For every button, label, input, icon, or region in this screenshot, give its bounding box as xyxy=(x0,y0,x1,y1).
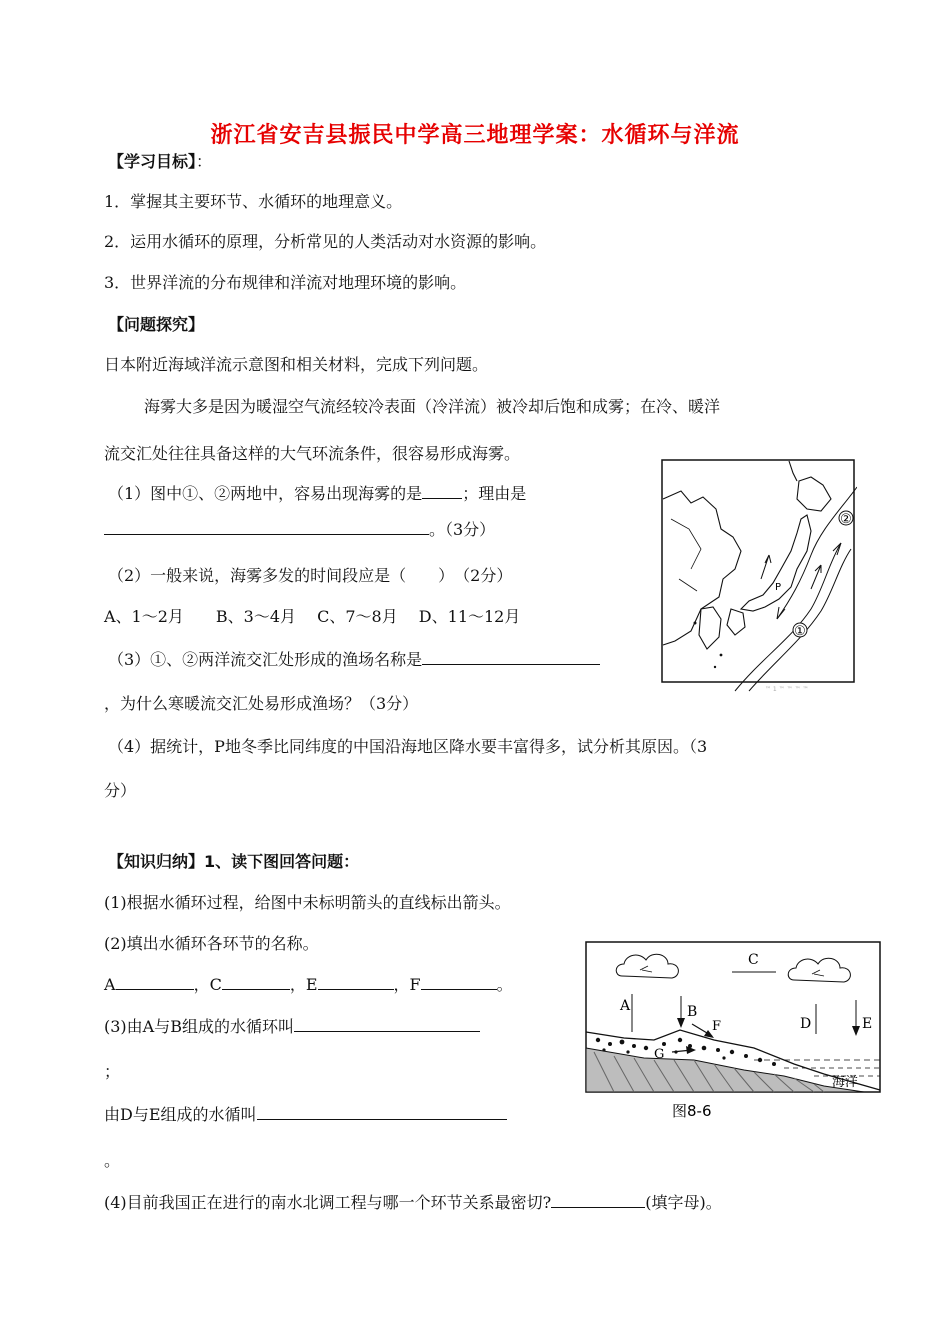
summary-item: (1)根据水循环过程，给图中未标明箭头的直线标出箭头。 xyxy=(104,893,511,912)
question-3-reason: ，为什么寒暖流交汇处易形成渔场？（3分） xyxy=(104,694,419,713)
japan-current-map xyxy=(661,459,857,695)
summary-item: (2)填出水循环各环节的名称。 xyxy=(104,934,319,953)
map-label-1: ① xyxy=(794,624,806,639)
objectives-heading-text: 【学习目标】 xyxy=(108,152,197,171)
cycle-label-b: B xyxy=(687,1004,698,1020)
summary-item-3b-text: 由D与E组成的水循叫 xyxy=(104,1105,257,1124)
question-1-text: （1）图中①、②两地中，容易出现海雾的是 xyxy=(108,484,423,503)
question-4-cont: 分） xyxy=(104,781,137,800)
summary-period: 。 xyxy=(104,1151,121,1170)
page-title: 浙江省安吉县振民中学高三地理学案：水循环与洋流 xyxy=(210,123,740,148)
answer-blank[interactable] xyxy=(318,975,394,990)
summary-item-3-text: (3)由A与B组成的水循环叫 xyxy=(104,1017,294,1036)
cycle-label-e: E xyxy=(862,1016,873,1032)
explore-intro: 日本附近海域洋流示意图和相关材料，完成下列问题。 xyxy=(104,355,489,374)
objective-item: 3．世界洋流的分布规律和洋流对地理环境的影响。 xyxy=(104,273,467,292)
summary-fill-names xyxy=(104,975,513,995)
answer-blank[interactable] xyxy=(222,975,290,990)
question-1-points: 。（3分） xyxy=(429,520,496,539)
cycle-caption: 图8-6 xyxy=(672,1102,712,1120)
explore-paragraph: 流交汇处往往具备这样的大气环流条件，很容易形成海雾。 xyxy=(104,444,521,463)
question-1-line xyxy=(104,520,495,540)
question-2: （2）一般来说，海雾多发的时间段应是（ ） （2分） xyxy=(108,566,513,585)
answer-blank[interactable] xyxy=(422,650,600,665)
question-1 xyxy=(108,484,526,504)
answer-blank[interactable] xyxy=(422,484,462,499)
objective-item: 2．运用水循环的原理，分析常见的人类活动对水资源的影响。 xyxy=(104,232,547,251)
cycle-label-ocean: 海洋 xyxy=(832,1075,859,1090)
question-3-text: （3）①、②两洋流交汇处形成的渔场名称是 xyxy=(108,650,423,669)
explore-paragraph: 海雾大多是因为暖湿空气流经较冷表面（冷洋流）被冷却后饱和成雾；在冷、暖洋 xyxy=(144,397,721,416)
summary-item-4 xyxy=(104,1193,722,1213)
cycle-label-f: F xyxy=(712,1019,722,1034)
map-label-p: P xyxy=(775,582,782,593)
map-caption: ™ 1 ™ ™ ™ ™ xyxy=(765,686,809,693)
fill-label-a: A xyxy=(104,975,116,994)
answer-blank[interactable] xyxy=(551,1193,645,1208)
summary-semicolon: ； xyxy=(104,1062,121,1081)
map-label-2: ② xyxy=(840,512,852,527)
objective-item: 1．掌握其主要环节、水循环的地理意义。 xyxy=(104,192,403,211)
water-cycle-diagram xyxy=(584,940,884,1126)
summary-item-4-text: (4)目前我国正在进行的南水北调工程与哪一个环节关系最密切? xyxy=(104,1193,552,1212)
cycle-label-d: D xyxy=(800,1016,812,1032)
fill-label-f: ，F xyxy=(393,975,421,994)
objectives-heading xyxy=(108,152,212,172)
answer-blank[interactable] xyxy=(257,1105,507,1120)
question-3 xyxy=(108,650,600,670)
fill-end: 。 xyxy=(496,975,513,994)
answer-blank[interactable] xyxy=(294,1017,480,1032)
cycle-label-c: C xyxy=(748,952,759,968)
question-1-reason: ；理由是 xyxy=(462,484,527,503)
summary-item-3 xyxy=(104,1017,480,1037)
question-2-options: A、1～2月 B、3～4月 C、7～8月 D、11～12月 xyxy=(104,607,521,626)
objectives-colon: ： xyxy=(196,152,213,171)
question-4: （4）据统计，P地冬季比同纬度的中国沿海地区降水要丰富得多，试分析其原因。（3 xyxy=(108,737,708,756)
fill-label-c: ，C xyxy=(193,975,222,994)
cycle-label-a: A xyxy=(620,998,631,1014)
explore-heading: 【问题探究】 xyxy=(108,315,205,334)
cycle-label-g: G xyxy=(654,1047,665,1062)
answer-blank[interactable] xyxy=(116,975,194,990)
fill-label-e: ，E xyxy=(289,975,318,994)
answer-blank[interactable] xyxy=(421,975,497,990)
answer-blank[interactable] xyxy=(104,520,429,535)
summary-item-4-hint: (填字母)。 xyxy=(645,1193,722,1212)
summary-heading: 【知识归纳】1、读下图回答问题： xyxy=(108,852,360,871)
summary-item-3b xyxy=(104,1105,507,1125)
